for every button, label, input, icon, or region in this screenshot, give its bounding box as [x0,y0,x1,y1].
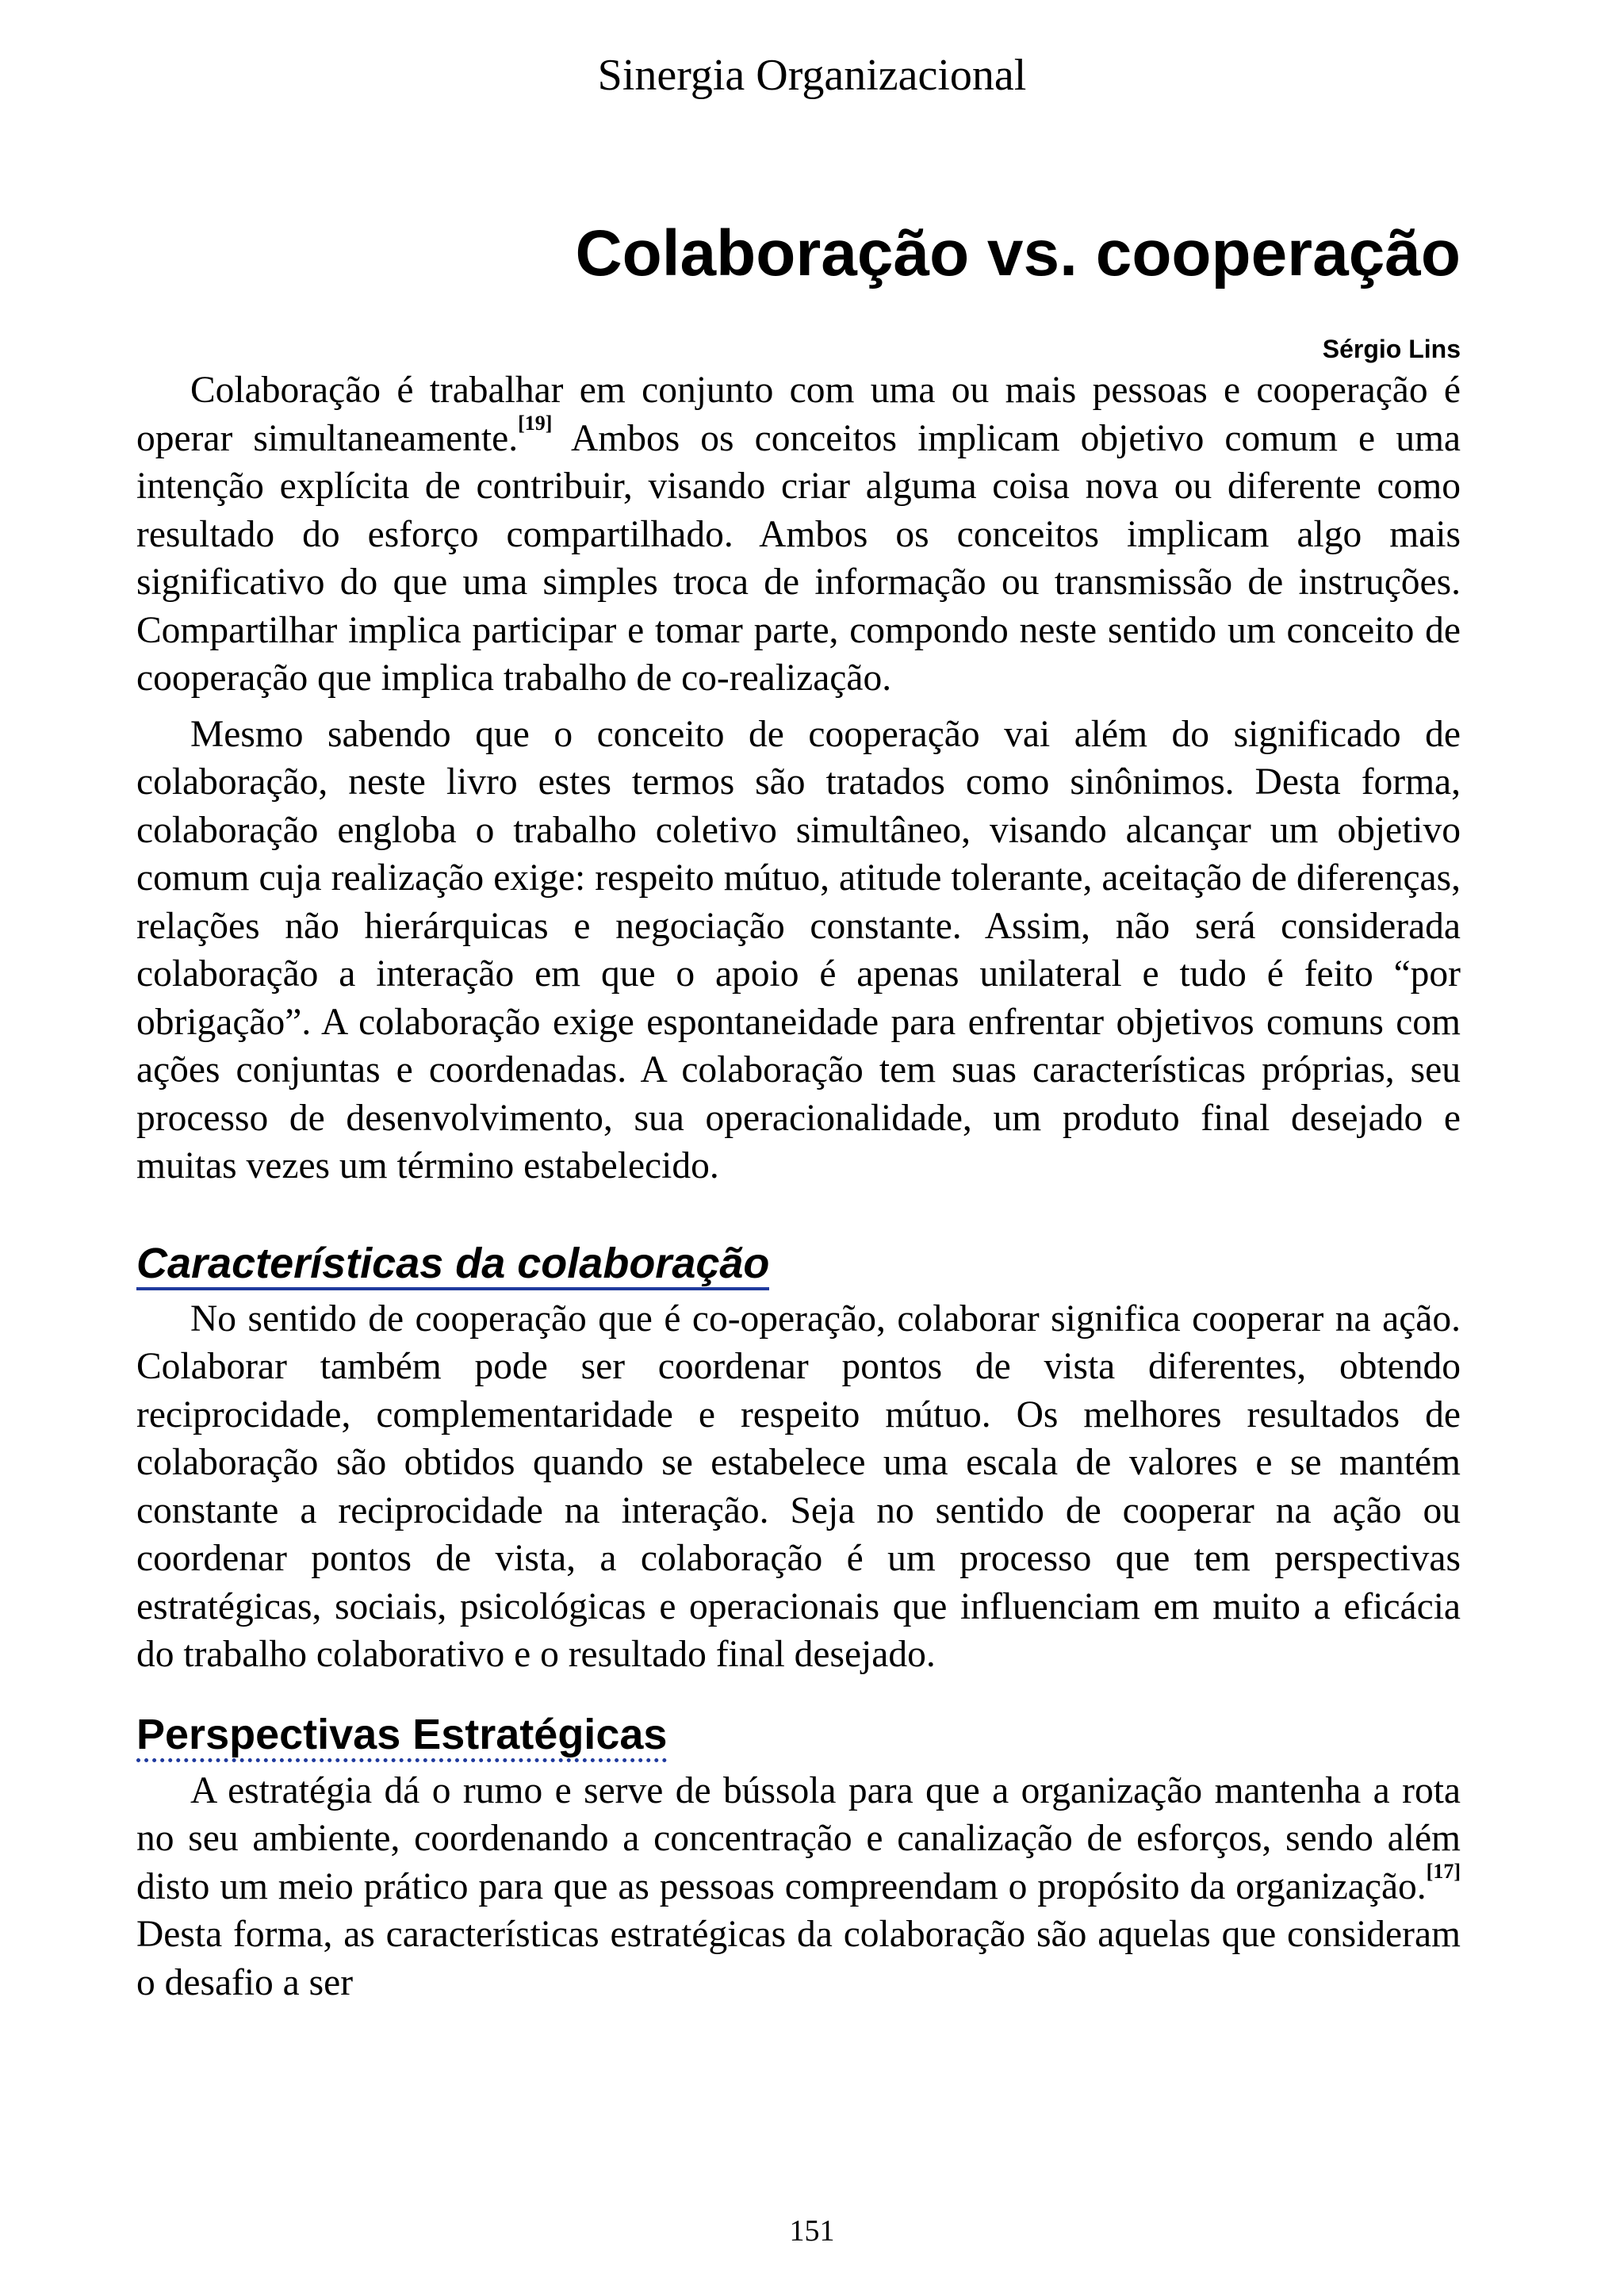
chapter-title: Colaboração vs. cooperação [575,217,1461,289]
section-heading-perspectivas: Perspectivas Estratégicas [136,1711,667,1762]
intro-paragraph-1-text-a: Colaboração é trabalhar em conjunto com uma ou mais pessoas e cooperação é operar simultaneamente. [136,370,1461,459]
citation-ref-17: [17] [1426,1859,1461,1883]
section-1-paragraph: No sentido de cooperação que é co-operação, colaborar significa cooperar na ação. Colaborar também pode ser coordenar pontos de vista diferentes, obtendo reciprocidade, complementaridade e respeito mútuo. Os melhores resultados de colaboração são obtidos quando se estabelece uma escala de valores e se mantém constante a reciprocidade na interação. Seja no sentido de cooperar na ação ou coordenar pontos de vista, a colaboração é um processo que tem perspectivas estratégicas, sociais, psicológicas e operacionais que influenciam em muito a eficácia do trabalho colaborativo e o resultado final desejado. [136,1297,1461,1675]
running-header: Sinergia Organizacional [597,51,1027,100]
intro-paragraph-1-text-b: Ambos os conceitos implicam objetivo comum e uma intenção explícita de contribuir, visando criar alguma coisa nova ou diferente como resultado do esforço compartilhado. Ambos os conceitos implicam algo mais significativo do que uma simples troca de informação ou transmissão de instruções. Compartilhar implica participar e tomar parte, compondo neste sentido um conceito de cooperação que implica trabalho de co-realização. [136,417,1461,699]
citation-ref-19: [19] [518,411,553,435]
section-heading-caracteristicas: Características da colaboração [136,1240,769,1290]
intro-paragraph-2: Mesmo sabendo que o conceito de cooperação vai além do significado de colaboração, neste livro estes termos são tratados como sinônimos. Desta forma, colaboração engloba o trabalho coletivo simultâneo, visando alcançar um objetivo comum cuja realização exige: respeito mútuo, atitude tolerante, aceitação de diferenças, relações não hierárquicas e negociação constante. Assim, não será considerada colaboração a interação em que o apoio é apenas unilateral e tudo é feito “por obrigação”. A colaboração exige espontaneidade para enfrentar objetivos comuns com ações conjuntas e coordenadas. A colaboração tem suas características próprias, seu processo de desenvolvimento, sua operacionalidade, um produto final desejado e muitas vezes um término estabelecido. [136,713,1461,1186]
intro-paragraph-1 [136,366,1461,703]
section-2-paragraph [136,1767,1461,2007]
page-content [136,214,1461,2007]
section-2-paragraph-text-b: Desta forma, as características estratégicas da colaboração são aquelas que consideram o desafio a ser [136,1914,1461,2003]
section-2-paragraph-text-a: A estratégia dá o rumo e serve de bússola para que a organização mantenha a rota no seu ambiente, coordenando a concentração e canalização de esforços, sendo além disto um meio prático para que as pessoas compreendam o propósito da organização. [136,1769,1461,1907]
page-number: 151 [789,2214,835,2248]
author-name: Sérgio Lins [1322,335,1461,363]
